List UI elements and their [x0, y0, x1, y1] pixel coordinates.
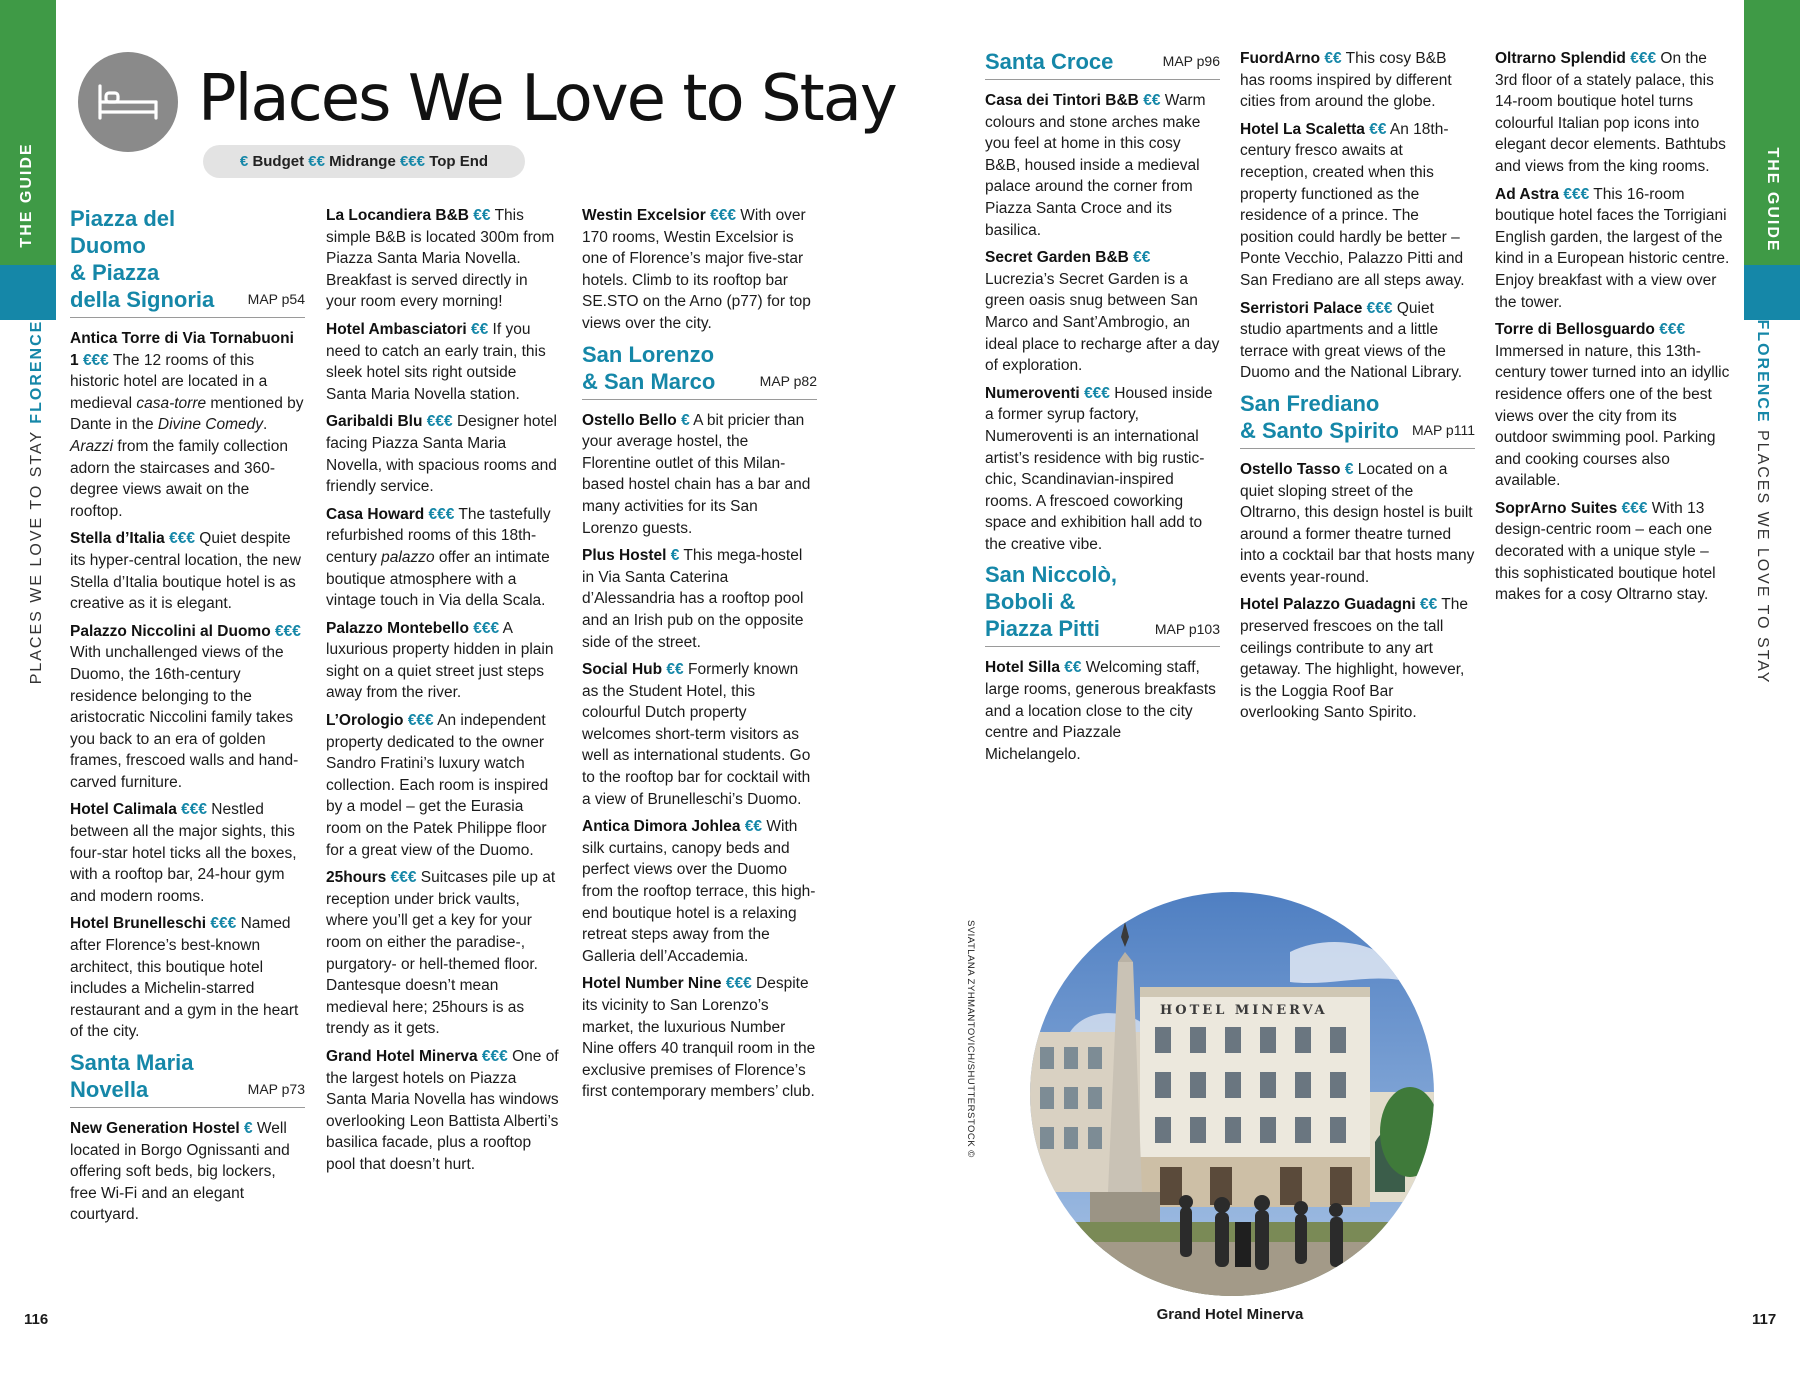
page-title: Places We Love to Stay [198, 62, 896, 136]
map-reference: MAP p82 [759, 372, 817, 389]
page-number-right: 117 [1752, 1311, 1777, 1328]
price-level: €€ [1420, 596, 1438, 614]
hotel-entry [1495, 184, 1730, 314]
price-level: €€ [473, 207, 491, 224]
photo-credit: SVIATLANA ZYHMANTOVICH/SHUTTERSTOCK © [965, 920, 976, 1158]
hotel-entry [582, 545, 817, 653]
hotel-description: On the 3rd floor of a stately palace, this 14-room boutique hotel turns colourful Italian pop icons into elegant decor elements. Bathtubs and views from the king rooms. [1495, 50, 1726, 175]
section-title: Piazza del Duomo & Piazza della Signoria [70, 206, 215, 312]
hotel-entry [1240, 594, 1475, 724]
guide-label-left: THE GUIDE [18, 142, 35, 248]
price-level: €€ [666, 661, 684, 679]
guide-label-right: THE GUIDE [1764, 147, 1781, 253]
hotel-name: SoprArno Suites [1495, 499, 1618, 517]
price-level: €€€ [725, 975, 752, 993]
hotel-description: Lucrezia’s Secret Garden is a green oasis snug between San Marco and Sant’Ambrogio, an ideal place to recharge after a day of exploration. [985, 270, 1220, 375]
hotel-entry [326, 319, 561, 405]
hotel-entry [1240, 459, 1475, 589]
hotel-entry [70, 1118, 305, 1226]
section-title: Santa Maria Novella [70, 1050, 194, 1102]
hotel-entry [70, 328, 305, 522]
hotel-entry [1495, 48, 1730, 178]
hotel-description: This cosy B&B has rooms inspired by different cities from around the globe. [1240, 50, 1452, 111]
section-title: San Niccolò, Boboli & Piazza Pitti [985, 562, 1118, 642]
hotel-name: Torre di Bellosguardo [1495, 321, 1655, 339]
map-reference: MAP p54 [247, 291, 305, 308]
hotel-description: This 16-room boutique hotel faces the Torrigiani English garden, the largest of the kind in a European historic centre. Enjoy breakfast with a view over the tower. [1495, 185, 1730, 311]
hotel-description: Quiet despite its hyper-central location, the new Stella d’Italia boutique hotel is as creative as it is elegant. [70, 530, 301, 613]
hotel-entry [326, 205, 561, 313]
bed-icon [78, 52, 178, 152]
hotel-description: An 18th-century fresco awaits at reception, created when this property functioned as the residence of a prince. The position could hardly be better – Ponte Vecchio, Palazzo Pitti and San Frediano are all steps away. [1240, 120, 1465, 289]
price-level: €€€ [275, 622, 301, 640]
hotel-description: Immersed in nature, this 13th-century tower turned into an idyllic residence offers one of the best views over the city from its outdoor swimming pool. Parking and cooking courses also available. [1495, 342, 1730, 490]
hotel-description: Quiet studio apartments and a little terrace with great views of the Duomo and the National Library. [1240, 299, 1463, 382]
text-column-5 [1240, 48, 1475, 730]
section-heading [985, 48, 1220, 80]
section-title: Santa Croce [985, 49, 1114, 74]
hotel-entry [985, 657, 1220, 765]
hotel-description: This mega-hostel in Via Santa Caterina d’Alessandria has a rooftop pool and an Irish pub on the opposite side of the street. [582, 547, 804, 651]
hotel-name: Hotel Calimala [70, 801, 177, 819]
hotel-entry [70, 621, 305, 794]
hotel-name: L’Orologio [326, 712, 404, 730]
price-level: €€€ [210, 915, 237, 933]
price-level: € [670, 547, 680, 565]
running-head-left: PLACES WE LOVE TO STAY FLORENCE [28, 319, 45, 685]
price-level: €€€ [1630, 50, 1657, 67]
hotel-name: Ostello Tasso [1240, 460, 1341, 478]
side-tab-blue-right [1744, 265, 1800, 320]
price-level: €€€ [1084, 384, 1110, 402]
map-reference: MAP p103 [1154, 620, 1220, 637]
hotel-name: Hotel Palazzo Guadagni [1240, 596, 1416, 614]
hotel-description: Well located in Borgo Ognissanti and offering soft beds, big lockers, free Wi-Fi and an elegant courtyard. [70, 1120, 290, 1224]
price-level: €€€ [426, 413, 453, 431]
hotel-entry [70, 913, 305, 1043]
hotel-entry [326, 867, 561, 1040]
hotel-name: Antica Dimora Johlea [582, 818, 741, 836]
hotel-name: Westin Excelsior [582, 207, 706, 224]
hotel-name: Grand Hotel Minerva [326, 1047, 478, 1065]
hotel-entry [326, 710, 561, 861]
section-title: San Frediano & Santo Spirito [1240, 390, 1399, 443]
price-level: €€€ [1563, 185, 1590, 203]
side-tab-blue-left [0, 265, 56, 320]
hotel-entry [582, 410, 817, 540]
hotel-description: With unchallenged views of the Duomo, the 16th-century residence belonging to the aristocratic Niccolini family takes you back to an era of golden frames, frescoed walls and hand-carved furniture. [70, 644, 299, 791]
hotel-entry [985, 383, 1220, 556]
hotel-name: Oltrarno Splendid [1495, 50, 1626, 67]
hotel-name: Plus Hostel [582, 547, 667, 565]
text-column-4 [985, 48, 1220, 771]
hotel-description: Named after Florence’s best-known architect, this boutique hotel includes a Michelin-starred restaurant and a gym in the heart of the city. [70, 915, 299, 1041]
text-column-2 [326, 205, 561, 1182]
hotel-entry [1495, 498, 1730, 606]
hotel-entry [1240, 119, 1475, 292]
price-level: €€€ [181, 801, 207, 819]
hotel-name: La Locandiera B&B [326, 207, 469, 224]
hotel-entry [70, 799, 305, 907]
hotel-name: Numeroventi [985, 384, 1080, 402]
price-legend: € Budget €€ Midrange €€€ Top End [203, 145, 525, 178]
hotel-description: Despite its vicinity to San Lorenzo’s market, the luxurious Number Nine offers 40 tranquil room in the exclusive premises of Florence’s first contemporary members’ club. [582, 975, 816, 1101]
section-heading [985, 561, 1220, 647]
hotel-name: Hotel Silla [985, 659, 1060, 677]
price-level: €€€ [1659, 321, 1686, 339]
price-level: €€ [1064, 659, 1082, 677]
hotel-description: With 13 design-centric room – each one decorated with a unique style – this sophisticated boutique hotel makes for a cosy Oltrarno stay. [1495, 499, 1716, 604]
hotel-description: Nestled between all the major sights, this four-star hotel ticks all the boxes, with a rooftop bar, 24-hour gym and modern rooms. [70, 801, 297, 905]
hotel-name: Hotel Ambasciatori [326, 320, 467, 338]
price-level: €€ [1369, 120, 1387, 138]
hotel-name: New Generation Hostel [70, 1120, 240, 1137]
hotel-name: Hotel Number Nine [582, 975, 722, 993]
hotel-description: A bit pricier than your average hostel, the Florentine outlet of this Milan-based hostel chain has a bar and many activities for its San Lorenzo guests. [582, 411, 811, 537]
hotel-description: The preserved frescoes on the tall ceilings contribute to any art getaway. The highlight, however, is the Loggia Roof Bar overlooking Santo Spirito. [1240, 596, 1469, 722]
hotel-name: Garibaldi Blu [326, 413, 423, 431]
hotel-entry [326, 618, 561, 704]
hotel-description: With silk curtains, canopy beds and perfect views over the Duomo from the rooftop terrace, this high-end boutique hotel is a relaxing retreat steps away from the Galleria dell’Accademia. [582, 818, 816, 965]
hotel-description: This simple B&B is located 300m from Piazza Santa Maria Novella. Breakfast is served directly in your room every morning! [326, 207, 555, 311]
hotel-name: Antica Torre di Via Tornabuoni 1 [70, 330, 294, 369]
hotel-name: Palazzo Montebello [326, 619, 469, 637]
hotel-entry [985, 90, 1220, 241]
price-level: €€ [471, 320, 489, 338]
price-level: €€€ [481, 1047, 508, 1065]
price-level: € [1344, 460, 1354, 478]
hotel-description: The tastefully refurbished rooms of this 18th-century palazzo offer an intimate boutique atmosphere with a vintage touch in Via della Scala. [326, 505, 551, 610]
hotel-entry [582, 659, 817, 810]
hotel-entry [1240, 298, 1475, 384]
hotel-name: 25hours [326, 869, 387, 887]
price-level: €€€ [428, 505, 455, 523]
hotel-name: Serristori Palace [1240, 299, 1363, 317]
hotel-name: Social Hub [582, 661, 663, 679]
map-reference: MAP p73 [247, 1081, 305, 1098]
hotel-description: Designer hotel facing Piazza Santa Maria Novella, with spacious rooms and friendly service. [326, 413, 557, 496]
page-number-left: 116 [24, 1311, 49, 1328]
hotel-description: An independent property dedicated to the owner Sandro Fratini’s luxury watch collection. Each room is inspired by a model – get the Eurasia room on the Patek Philippe floor for a great view of the Duomo. [326, 712, 549, 859]
hotel-sign: HOTEL MINERVA [1160, 1003, 1328, 1018]
hotel-description: One of the largest hotels on Piazza Santa Maria Novella has windows overlooking Leon Battista Alberti’s basilica facade, plus a rooftop pool that doesn’t hurt. [326, 1047, 559, 1173]
hotel-entry [326, 411, 561, 497]
hotel-name: Ostello Bello [582, 411, 677, 429]
price-level: €€€ [1621, 499, 1648, 517]
price-level: €€ [1133, 249, 1151, 267]
hotel-minerva-photo [1030, 892, 1434, 1296]
section-heading [582, 341, 817, 400]
hotel-name: Ad Astra [1495, 185, 1560, 203]
hotel-name: FuordArno [1240, 50, 1321, 67]
hotel-name: Hotel La Scaletta [1240, 120, 1365, 138]
hotel-description: Welcoming staff, large rooms, generous breakfasts and a location close to the city centre and Piazzale Michelangelo. [985, 659, 1216, 763]
price-level: € [244, 1120, 253, 1137]
hotel-entry [582, 205, 817, 335]
hotel-name: Palazzo Niccolini al Duomo [70, 622, 271, 640]
hotel-entry [1495, 319, 1730, 492]
hotel-description: Housed inside a former syrup factory, Numeroventi is an international artist’s residence with big rustic-chic, Scandinavian-inspired rooms. A frescoed coworking space and exhibition hall add to the creative vibe. [985, 384, 1213, 553]
text-column-1 [70, 205, 305, 1232]
hotel-name: Hotel Brunelleschi [70, 915, 207, 933]
price-level: €€€ [390, 869, 417, 887]
hotel-description: Formerly known as the Student Hotel, this colourful Dutch property welcomes short-term visitors as well as international students. Go to the rooftop bar for cocktail with a view of Brunelleschi’s Duomo. [582, 661, 811, 808]
running-head-right: FLORENCE PLACES WE LOVE TO STAY [1754, 319, 1771, 685]
price-level: € [681, 411, 690, 429]
section-title: San Lorenzo & San Marco [582, 341, 716, 394]
section-heading [70, 205, 305, 318]
text-column-3 [582, 205, 817, 1109]
hotel-entry [326, 1046, 561, 1176]
hotel-name: Secret Garden B&B [985, 249, 1129, 267]
hotel-description: The 12 rooms of this historic hotel are located in a medieval casa-torre mentioned by Dante in the Divine Comedy. Arazzi from the family collection adorn the staircases and 360-degree views await on the rooftop. [70, 351, 304, 520]
hotel-name: Casa dei Tintori B&B [985, 92, 1139, 109]
hotel-entry [1240, 48, 1475, 113]
price-level: €€ [744, 818, 763, 836]
price-level: €€ [1143, 92, 1161, 109]
section-heading [1240, 390, 1475, 449]
hotel-description: Warm colours and stone arches make you feel at home in this cosy B&B, housed inside a medieval palace around the corner from Piazza Santa Croce and its basilica. [985, 92, 1206, 239]
hotel-entry [582, 973, 817, 1103]
price-level: €€€ [82, 351, 109, 369]
hotel-name: Stella d’Italia [70, 530, 165, 548]
map-reference: MAP p96 [1162, 53, 1220, 70]
hotel-name: Casa Howard [326, 505, 425, 523]
price-level: €€€ [710, 207, 736, 224]
price-level: €€€ [169, 530, 195, 548]
text-column-6 [1495, 48, 1730, 612]
hotel-description: If you need to catch an early train, this sleek hotel sits right outside Santa Maria Novella station. [326, 320, 546, 403]
map-reference: MAP p111 [1411, 422, 1475, 439]
hotel-entry [326, 504, 561, 612]
photo-caption: Grand Hotel Minerva [1156, 1306, 1304, 1323]
hotel-entry [582, 816, 817, 967]
hotel-entry [70, 528, 305, 614]
price-level: €€€ [473, 619, 500, 637]
hotel-entry [985, 247, 1220, 377]
hotel-description: Suitcases pile up at reception under brick vaults, where you’ll get a key for your room on either the paradise-, purgatory- or hell-themed floor. Dantesque doesn’t mean medieval here; 25hours is as trendy as it gets. [326, 869, 556, 1038]
hotel-description: A luxurious property hidden in plain sight on a quiet street just steps away from the river. [326, 619, 554, 702]
price-level: €€€ [1366, 299, 1393, 317]
price-level: €€€ [407, 712, 434, 730]
section-heading [70, 1049, 305, 1108]
hotel-description: Located on a quiet sloping street of the Oltrarno, this design hostel is built around a former theatre turned into a cocktail bar that hosts many events year-round. [1240, 460, 1475, 586]
hotel-description: With over 170 rooms, Westin Excelsior is one of Florence’s major five-star hotels. Climb to its rooftop bar SE.STO on the Arno (p77) for top views over the city. [582, 207, 811, 332]
price-level: €€ [1324, 50, 1342, 67]
